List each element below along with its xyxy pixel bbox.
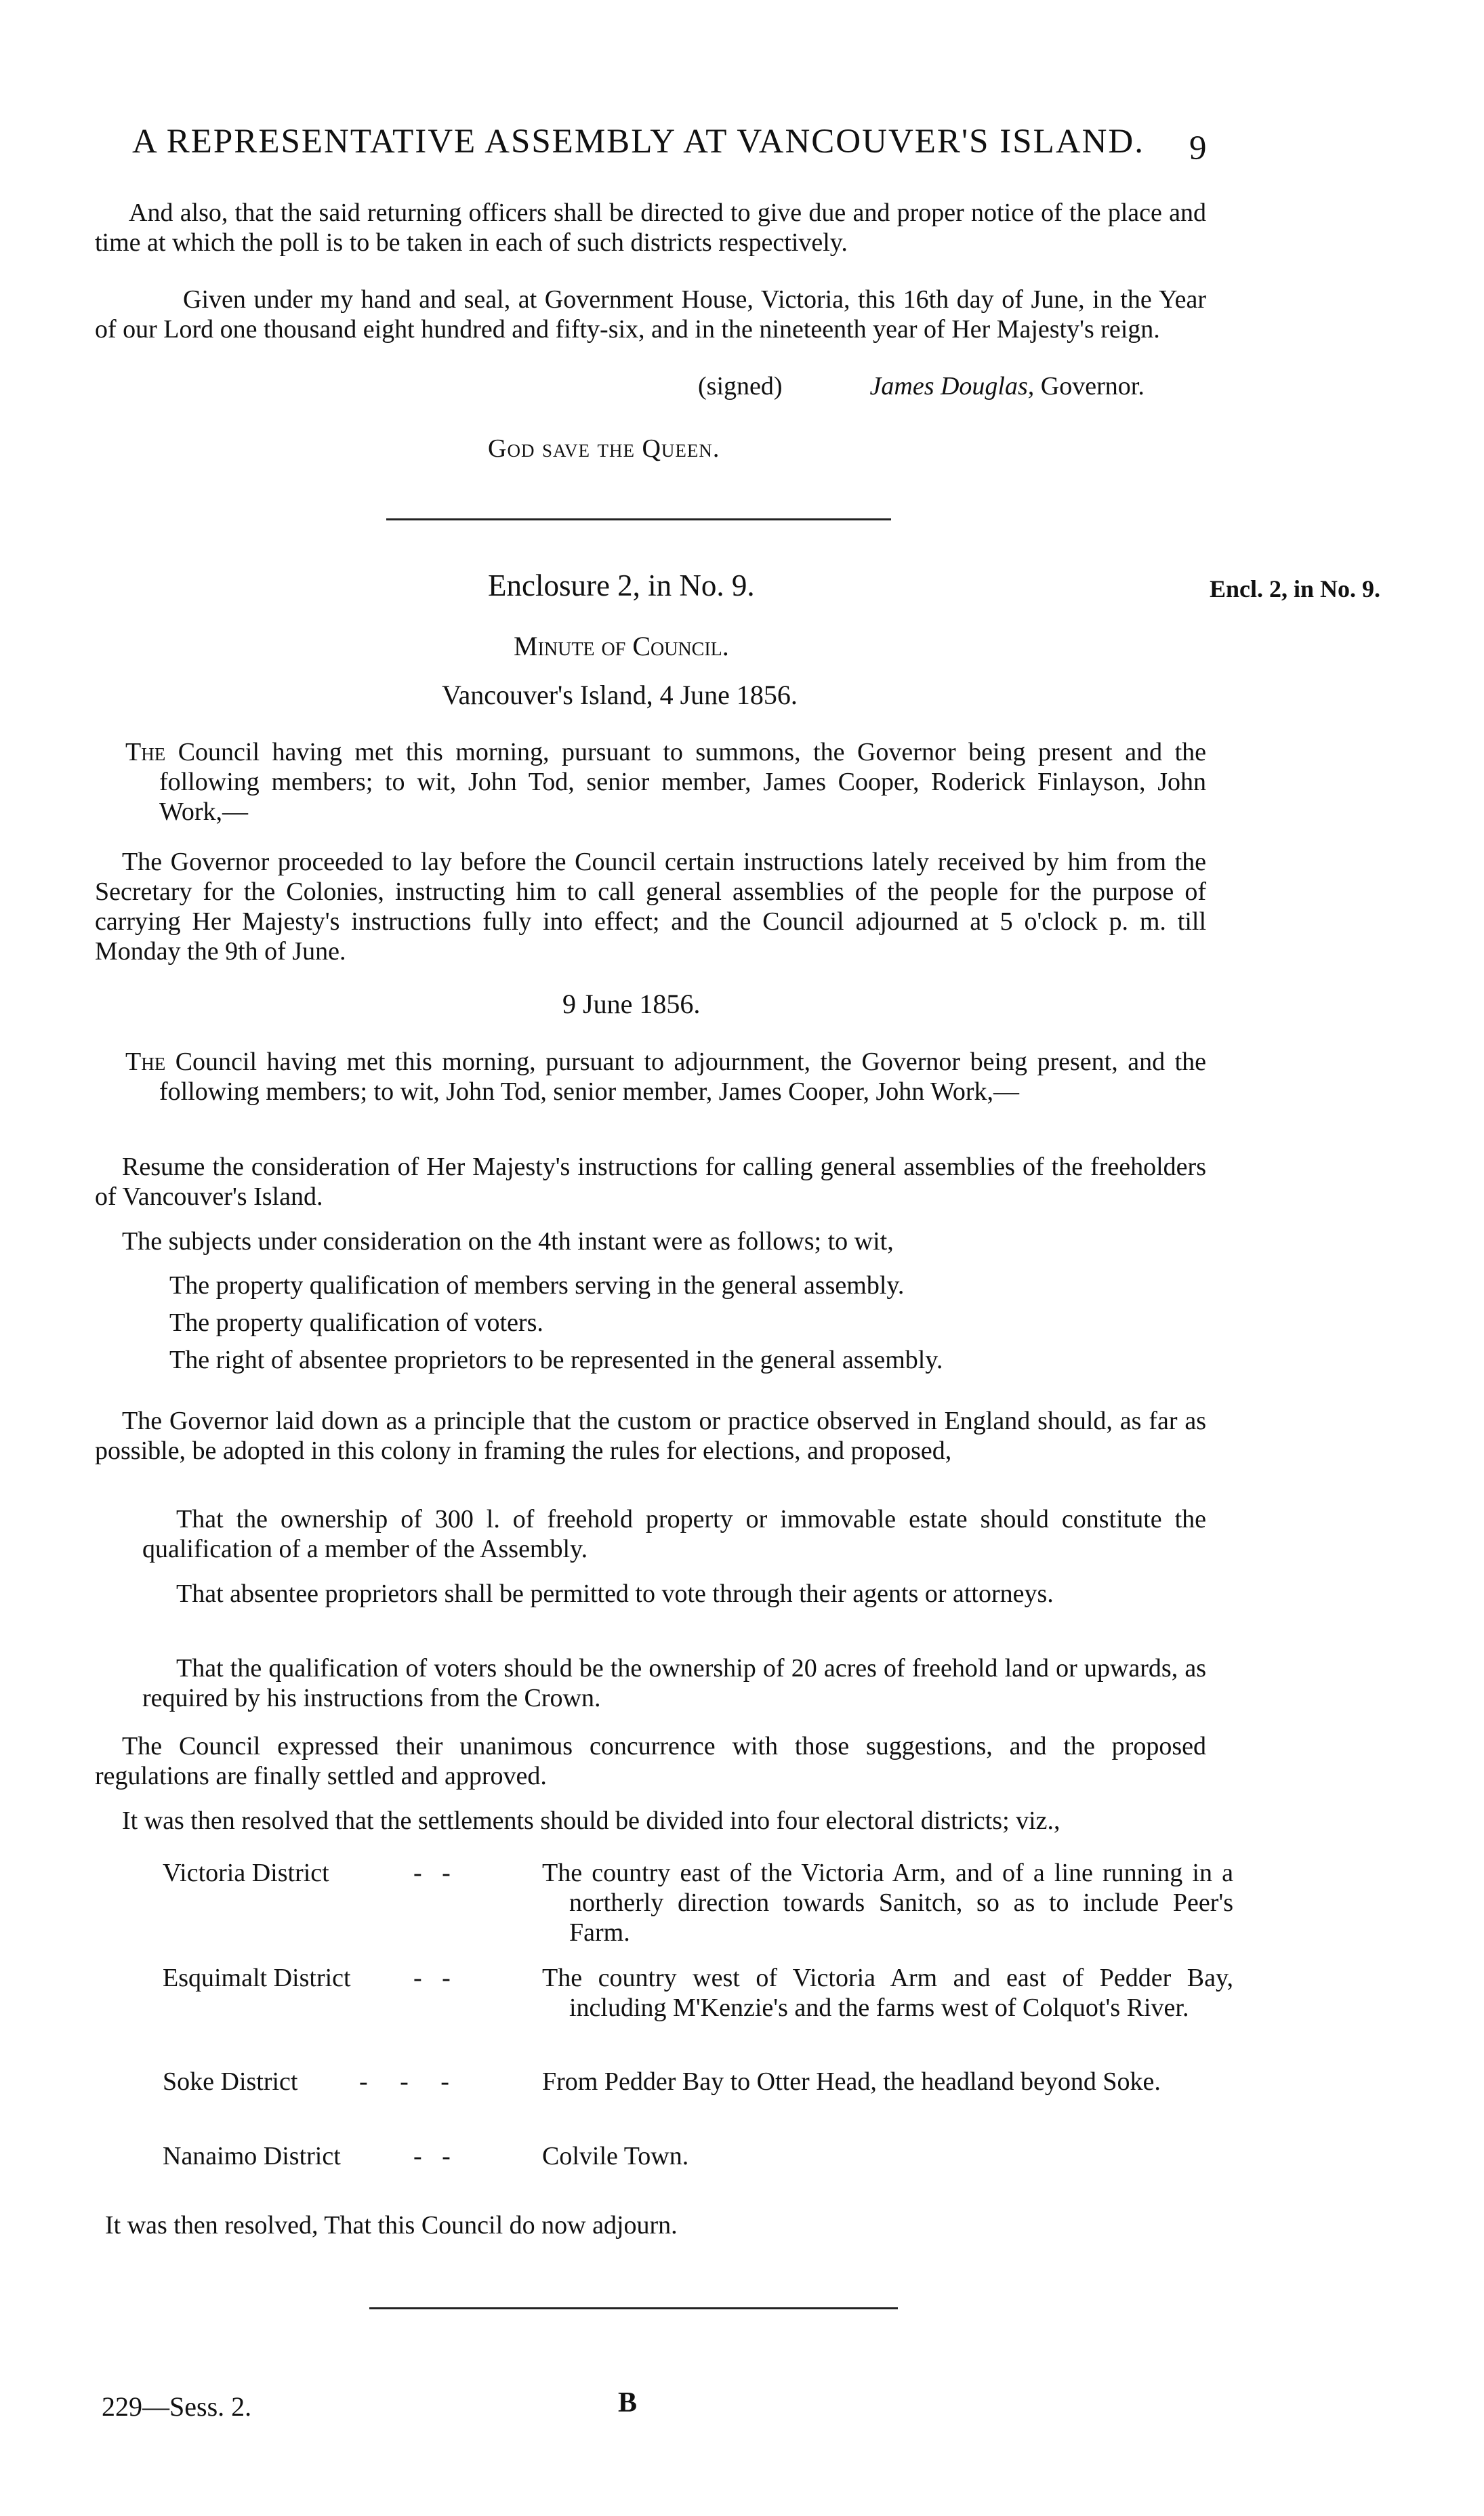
page-header-title: A REPRESENTATIVE ASSEMBLY AT VANCOUVER'S ISLAND. (132, 123, 1145, 161)
district-description: The country west of Victoria Arm and east of Pedder Bay, including M'Kenzie's and the farms west of Colquot's River. (542, 1964, 1233, 2022)
subject-item: The property qualification of voters. (169, 1308, 543, 1337)
district-description: The country east of the Victoria Arm, and of a line running in a northerly direction towards Sanitch, so as to include Peer's Farm. (542, 1859, 1233, 1947)
page-number: 9 (1189, 129, 1207, 167)
proposal-item: That the ownership of 300 l. of freehold property or immovable estate should constitute the qualification of a member of the Assembly. (142, 1505, 1206, 1563)
district-description: From Pedder Bay to Otter Head, the headland beyond Soke. (542, 2067, 1161, 2096)
district-description: Colvile Town. (542, 2142, 689, 2170)
minutes-paragraph-1 (125, 737, 1206, 827)
district-dashes: - - - (359, 2067, 449, 2096)
minutes-paragraph-7: The Council expressed their unanimous concurrence with those suggestions, and the proposed regulations are finally settled and approved. (95, 1732, 1206, 1790)
district-name: Soke District (163, 2067, 298, 2096)
minutes-paragraph-5: The subjects under consideration on the 4th instant were as follows; to wit, (122, 1227, 894, 1256)
end-divider (369, 2307, 898, 2309)
minutes-paragraph-8: It was then resolved that the settlements should be divided into four electoral districts; viz., (122, 1807, 1060, 1835)
place-date: Vancouver's Island, 4 June 1856. (442, 680, 798, 710)
signature-line (698, 371, 1145, 401)
minutes-paragraph-4: Resume the consideration of Her Majesty's instructions for calling general assemblies of the freeholders of Vancouver's Island. (95, 1153, 1206, 1211)
sessional-number: 229—Sess. 2. (102, 2391, 252, 2422)
para-1-text: Council having met this morning, pursuant to summons, the Governor being present and the following members; to wit, John Tod, senior member, James Cooper, Roderick Finlayson, John Work,— (159, 738, 1206, 826)
section-divider (386, 518, 891, 520)
given-paragraph: Given under my hand and seal, at Government House, Victoria, this 16th day of June, in the Year of our Lord one thousand eight hundred and fifty-six, and in the nineteenth year of Her Majesty's reign. (95, 285, 1206, 344)
enclosure-title: Enclosure 2, in No. 9. (488, 569, 755, 602)
district-name: Esquimalt District (163, 1964, 351, 1992)
proposal-item: That the qualification of voters should be the ownership of 20 acres of freehold land or upwards, as required by his instructions from the Crown. (142, 1654, 1206, 1712)
minutes-paragraph-2: The Governor proceeded to lay before the Council certain instructions lately received by him from the Secretary for the Colonies, instructing him to call general assemblies of the people for the purpose of carrying Her Majesty's instructions fully into effect; and the Council adjourned at 5 o'clock p. m. till Monday the 9th of June. (95, 848, 1206, 966)
god-save-the-queen: God save the Queen. (488, 434, 720, 463)
district-dashes: - - (413, 1964, 451, 1992)
notice-paragraph: And also, that the said returning officers shall be directed to give due and proper notice of the place and time at which the poll is to be taken in each of such districts respectively. (95, 199, 1206, 257)
para-lead-word: The (125, 738, 166, 766)
para-3-text: Council having met this morning, pursuant to adjournment, the Governor being present, and the following members; to wit, John Tod, senior member, James Cooper, John Work,— (159, 1048, 1206, 1106)
signer-name: James Douglas, (869, 372, 1035, 400)
minutes-paragraph-6: The Governor laid down as a principle that the custom or practice observed in England should, as far as possible, be adopted in this colony in framing the rules for elections, and proposed, (95, 1407, 1206, 1465)
district-dashes: - - (413, 2142, 451, 2170)
subject-item: The property qualification of members serving in the general assembly. (169, 1271, 905, 1300)
signer-title: Governor. (1040, 372, 1145, 400)
district-name: Nanaimo District (163, 2142, 341, 2170)
district-name: Victoria District (163, 1859, 329, 1887)
district-dashes: - - (413, 1859, 451, 1887)
printer-signature-mark: B (618, 2387, 638, 2418)
margin-note: Encl. 2, in No. 9. (1210, 575, 1381, 602)
proposal-item: That absentee proprietors shall be permitted to vote through their agents or attorneys. (176, 1580, 1054, 1608)
signed-label: (signed) (698, 372, 783, 400)
second-date: 9 June 1856. (562, 989, 701, 1019)
minute-title: Minute of Council. (514, 631, 729, 661)
closing-resolution: It was then resolved, That this Council do now adjourn. (105, 2211, 678, 2240)
subject-item: The right of absentee proprietors to be represented in the general assembly. (169, 1346, 943, 1374)
minutes-paragraph-3 (125, 1047, 1206, 1107)
para-lead-word: The (125, 1048, 166, 1076)
